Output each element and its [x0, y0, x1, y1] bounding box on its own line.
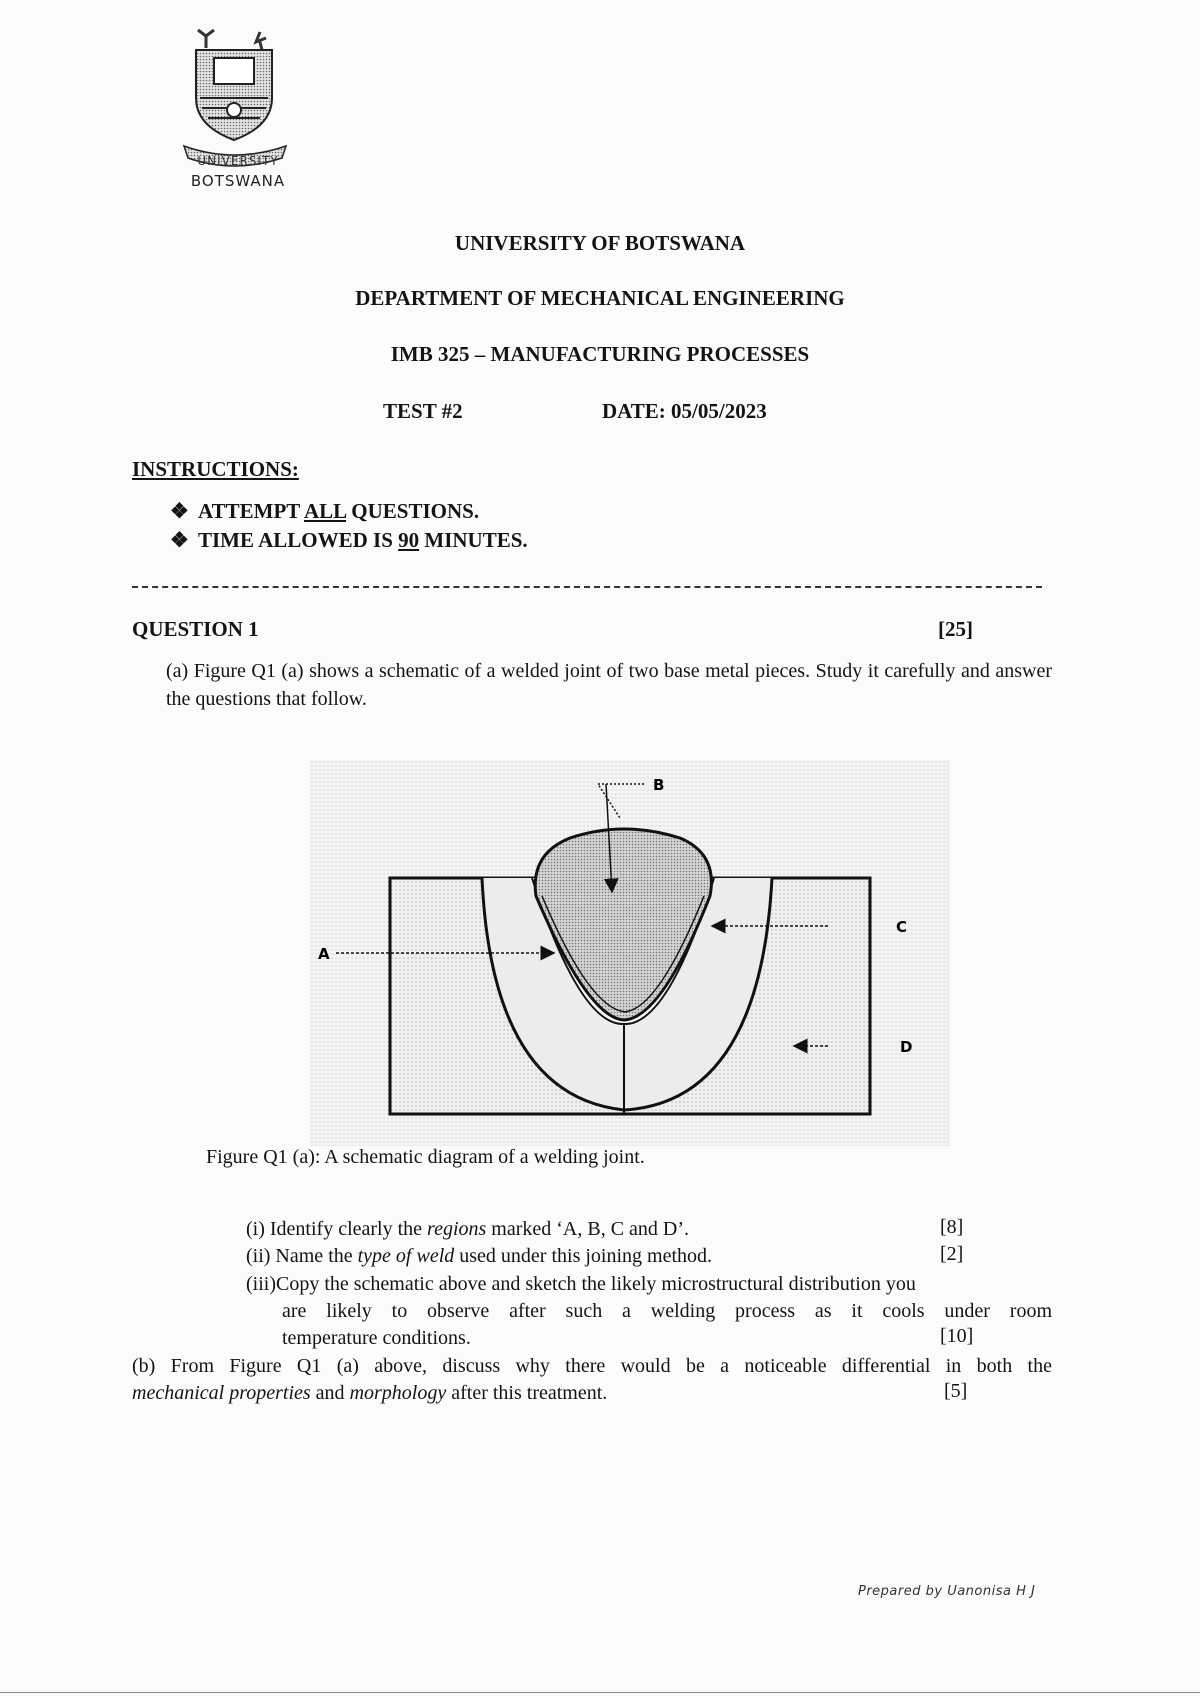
question-1a-ii-marks: [2]	[940, 1243, 964, 1265]
question-1a-i: (i) Identify clearly the regions marked ‘A, B, C and D’.	[246, 1218, 690, 1240]
question-1a-text: (a) Figure Q1 (a) shows a schematic of a welded joint of two base metal pieces. Study it carefully and answer the questions that follow.	[166, 660, 1052, 710]
diamond-bullet-icon: ❖	[170, 499, 189, 523]
university-heading: UNIVERSITY OF BOTSWANA	[454, 231, 746, 255]
question-1b-line2: mechanical properties and morphology after this treatment.	[132, 1382, 608, 1404]
bottom-edge-line	[0, 1692, 1200, 1693]
question-1b-line1: (b) From Figure Q1 (a) above, discuss why there would be a noticeable differential in both the	[132, 1355, 1052, 1377]
question-1-title: QUESTION 1	[132, 617, 259, 641]
question-1a-ii: (ii) Name the type of weld used under this joining method.	[246, 1245, 713, 1267]
figure-label-a: A	[318, 945, 330, 963]
course-heading: IMB 325 – MANUFACTURING PROCESSES	[390, 342, 810, 366]
department-heading: DEPARTMENT OF MECHANICAL ENGINEERING	[355, 286, 845, 310]
question-1a-iii-marks: [10]	[940, 1325, 974, 1347]
question-1b-marks: [5]	[944, 1380, 968, 1402]
figure-label-b: B	[653, 776, 665, 794]
question-1a-iii: (iii)Copy the schematic above and sketch the likely microstructural distribution you	[246, 1273, 916, 1295]
university-crest-logo	[178, 28, 298, 196]
question-1a-i-marks: [8]	[940, 1216, 964, 1238]
dashed-divider	[132, 586, 1042, 588]
instructions-heading: INSTRUCTIONS:	[132, 457, 299, 481]
instruction-item-time-allowed: ❖ TIME ALLOWED IS 90 MINUTES.	[170, 528, 528, 552]
test-number: TEST #2	[383, 399, 463, 423]
logo-text-university: UNIVERSITY	[197, 154, 279, 168]
prepared-by-footer: Prepared by Uanonisa H J	[858, 1584, 1036, 1599]
question-1a-iii-line2: are likely to observe after such a welding process as it cools under room	[282, 1300, 1052, 1322]
question-1-marks: [25]	[938, 617, 973, 641]
question-1a-iii-line3: temperature conditions.	[282, 1327, 471, 1349]
weld-joint-figure	[310, 756, 950, 1146]
diamond-bullet-icon: ❖	[170, 528, 189, 552]
instruction-item-attempt-all: ❖ ATTEMPT ALL QUESTIONS.	[170, 499, 480, 523]
test-date: DATE: 05/05/2023	[602, 399, 767, 423]
figure-caption: Figure Q1 (a): A schematic diagram of a welding joint.	[206, 1146, 645, 1168]
figure-label-c: C	[896, 918, 908, 936]
logo-text-botswana: BOTSWANA	[190, 172, 286, 190]
figure-label-d: D	[900, 1038, 913, 1056]
